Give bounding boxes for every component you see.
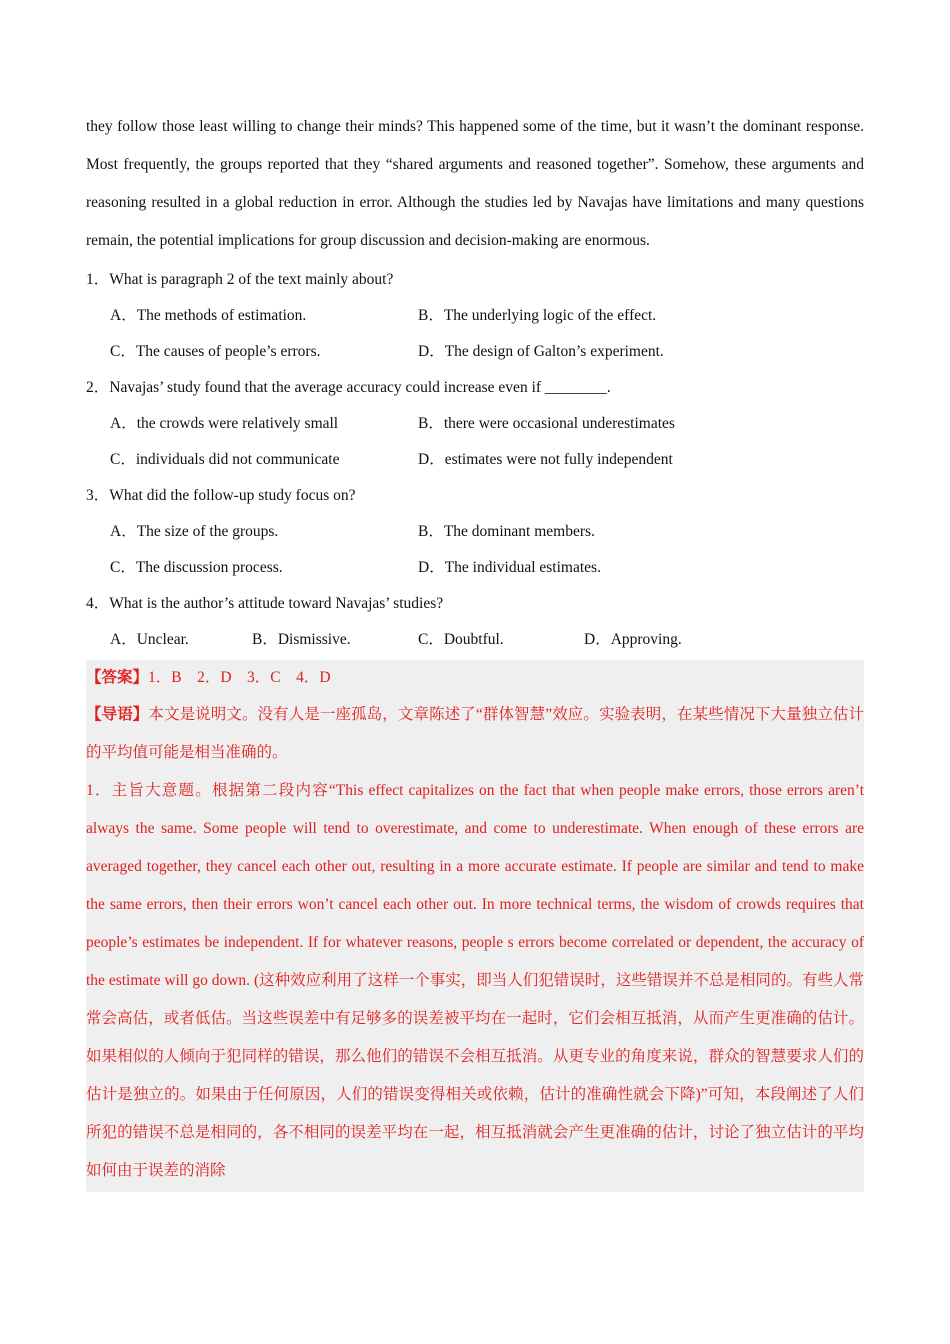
answer-section xyxy=(86,660,864,1192)
option-c: C．The discussion process. xyxy=(110,559,283,576)
answer-line xyxy=(86,660,864,696)
question-3 xyxy=(86,478,864,586)
option-row xyxy=(86,622,864,658)
option-d: D．estimates were not fully independent xyxy=(418,451,673,468)
option-row xyxy=(86,442,864,478)
option-c: C．individuals did not communicate xyxy=(110,451,340,468)
option-a: A．the crowds were relatively small xyxy=(110,415,339,432)
question-stem: 4．What is the author’s attitude toward Navajas’ studies? xyxy=(86,595,444,612)
option-d: D．The individual estimates. xyxy=(418,559,601,576)
option-d: D．Approving. xyxy=(584,631,682,648)
question-1 xyxy=(86,262,864,370)
document-page xyxy=(86,108,864,1192)
option-c: C．The causes of people’s errors. xyxy=(110,343,321,360)
question-4 xyxy=(86,586,864,658)
guide-paragraph xyxy=(86,696,864,772)
option-row xyxy=(86,514,864,550)
option-a: A．Unclear. xyxy=(110,631,189,648)
option-row xyxy=(86,406,864,442)
option-b: B．The underlying logic of the effect. xyxy=(418,307,657,324)
option-b: B．there were occasional underestimates xyxy=(418,415,675,432)
answer-text: 1．B 2．D 3．C 4．D xyxy=(148,669,331,686)
option-row xyxy=(86,298,864,334)
question-2 xyxy=(86,370,864,478)
option-row xyxy=(86,334,864,370)
option-b: B．Dismissive. xyxy=(252,631,351,648)
guide-label: 【导语】 xyxy=(86,706,149,723)
passage-paragraph: they follow those least willing to change their minds? This happened some of the time, but it wasn’t the dominant response. Most frequently, the groups reported that they “shared arguments and reasoned together”. Somehow, these arguments and reasoning resulted in a global reduction in error. Although the studies led by Navajas have limitations and many questions remain, the potential implications for group discussion and decision-making are enormous. xyxy=(86,118,864,249)
option-row xyxy=(86,550,864,586)
question-stem: 3．What did the follow-up study focus on? xyxy=(86,487,356,504)
guide-text: 本文是说明文。没有人是一座孤岛，文章陈述了“群体智慧”效应。实验表明，在某些情况下大量独立估计的平均值可能是相当准确的。 xyxy=(86,706,864,761)
option-c: C．Doubtful. xyxy=(418,631,504,648)
option-b: B．The dominant members. xyxy=(418,523,595,540)
answer-label: 【答案】 xyxy=(86,669,149,686)
question-stem: 2．Navajas’ study found that the average accuracy could increase even if ________. xyxy=(86,379,611,396)
option-a: A．The size of the groups. xyxy=(110,523,279,540)
explanation-paragraph: 1．主旨大意题。根据第二段内容“This effect capitalizes on the fact that when people make errors, those errors aren’t always the same. Some people will tend to overestimate, and come to underestimate. When enough of these errors are averaged together, they cancel each other out, resulting in a more accurate estimate. If people are similar and tend to make the same errors, then their errors won’t cancel each other out. In more technical terms, the wisdom of crowds requires that people’s estimates be independent. If for whatever reasons, people s errors become correlated or dependent, the accuracy of the estimate will go down. (这种效应利用了这样一个事实，即当人们犯错误时，这些错误并不总是相同的。有些人常常会高估，或者低估。当这些误差中有足够多的误差被平均在一起时，它们会相互抵消，从而产生更准确的估计。如果相似的人倾向于犯同样的错误，那么他们的错误不会相互抵消。从更专业的角度来说，群众的智慧要求人们的估计是独立的。如果由于任何原因，人们的错误变得相关或依赖，估计的准确性就会下降)”可知，本段阐述了人们所犯的错误不总是相同的，各不相同的误差平均在一起，相互抵消就会产生更准确的估计，讨论了独立估计的平均如何由于误差的消除 xyxy=(86,782,864,1179)
option-a: A．The methods of estimation. xyxy=(110,307,307,324)
option-d: D．The design of Galton’s experiment. xyxy=(418,343,664,360)
question-stem: 1．What is paragraph 2 of the text mainly about? xyxy=(86,271,394,288)
